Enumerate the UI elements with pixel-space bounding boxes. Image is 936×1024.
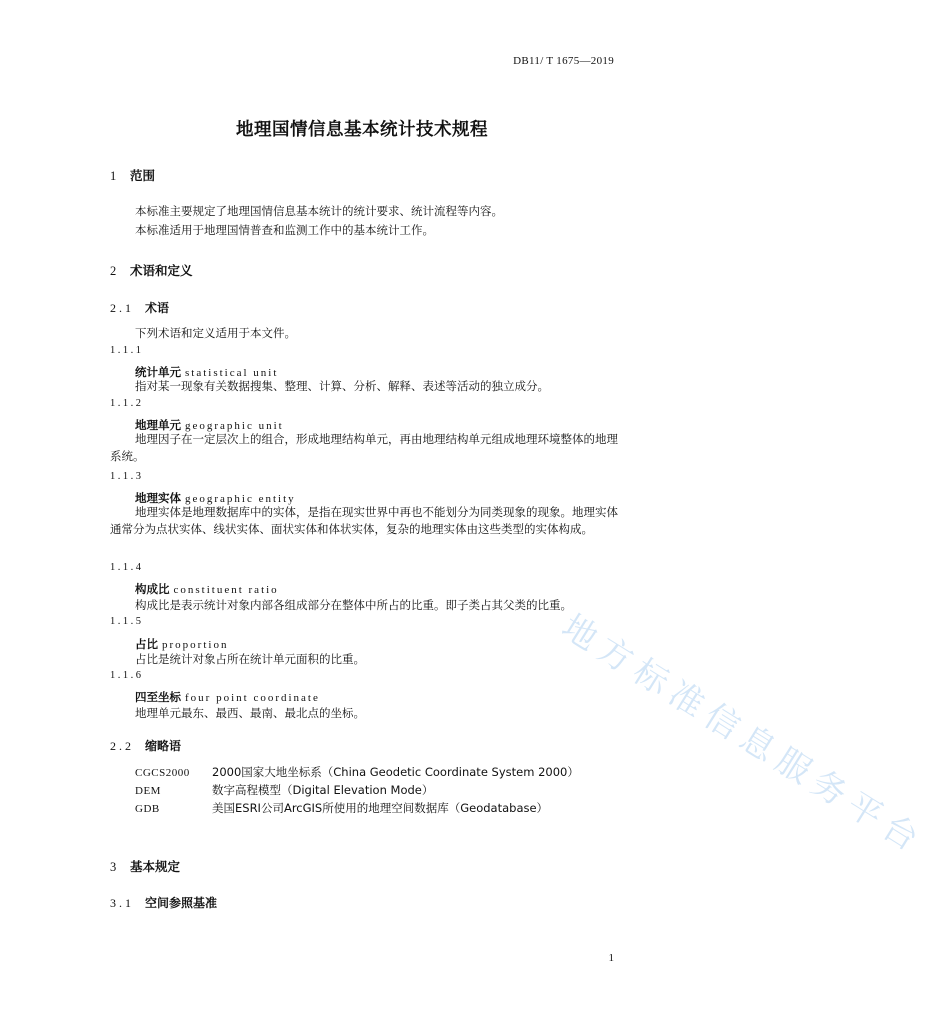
term-english: geographic unit — [185, 420, 284, 432]
section-3-heading — [110, 857, 180, 875]
term-number: 1.1.5 — [110, 616, 144, 627]
term-number: 1.1.4 — [110, 562, 144, 573]
section-title: 范围 — [130, 168, 156, 183]
watermark: 地方标准信息服务平台 — [554, 606, 932, 864]
section-number: 2 — [110, 264, 117, 278]
term-chinese: 统计单元 — [135, 365, 181, 379]
subsection-number: 2.2 — [110, 739, 134, 753]
paragraph: 本标准适用于地理国情普查和监测工作中的基本统计工作。 — [135, 223, 434, 237]
section-1-heading — [110, 166, 155, 184]
subsection-number: 2.1 — [110, 301, 134, 315]
subsection-2-2-heading — [110, 737, 181, 754]
term-english: constituent ratio — [173, 584, 279, 596]
term-number: 1.1.6 — [110, 670, 144, 681]
abbreviation-description: 数字高程模型（Digital Elevation Mode） — [212, 783, 434, 797]
term-heading — [135, 633, 228, 652]
subsection-title: 术语 — [145, 301, 170, 315]
term-definition: 占比是统计对象占所在统计单元面积的比重。 — [135, 652, 365, 666]
term-definition: 构成比是表示统计对象内部各组成部分在整体中所占的比重。即子类占其父类的比重。 — [135, 598, 572, 612]
term-number: 1.1.3 — [110, 471, 144, 482]
term-definition: 地理单元最东、最西、最南、最北点的坐标。 — [135, 706, 365, 720]
section-2-heading — [110, 261, 193, 279]
section-number: 1 — [110, 169, 117, 183]
term-definition: 地理实体是地理数据库中的实体，是指在现实世界中再也不能划分为同类现象的现象。地理实体通常分为点状实体、线状实体、面状实体和体状实体，复杂的地理实体由这些类型的实体构成。 — [110, 505, 618, 536]
section-title: 基本规定 — [130, 859, 181, 874]
document-title: 地理国情信息基本统计技术规程 — [236, 120, 488, 140]
subsection-2-1-heading — [110, 299, 169, 316]
abbreviation-code: CGCS2000 — [135, 767, 190, 779]
term-definition: 地理因子在一定层次上的组合，形成地理结构单元，再由地理结构单元组成地理环境整体的地理系统。 — [110, 432, 618, 463]
term-english: proportion — [162, 639, 229, 651]
term-english: statistical unit — [185, 367, 279, 379]
term-heading — [135, 686, 320, 705]
standard-code: DB11/ T 1675—2019 — [513, 55, 614, 67]
term-chinese: 构成比 — [135, 582, 170, 596]
abbreviation-code: DEM — [135, 785, 161, 797]
abbreviation-row — [135, 782, 433, 798]
term-heading — [135, 578, 279, 597]
paragraph: 下列术语和定义适用于本文件。 — [135, 326, 296, 340]
paragraph: 本标准主要规定了地理国情信息基本统计的统计要求、统计流程等内容。 — [135, 204, 503, 218]
abbreviation-description: 美国ESRI公司ArcGIS所使用的地理空间数据库（Geodatabase） — [212, 801, 549, 815]
term-chinese: 占比 — [135, 637, 158, 651]
section-title: 术语和定义 — [130, 263, 193, 278]
subsection-3-1-heading — [110, 894, 217, 911]
abbreviation-row — [135, 764, 579, 780]
term-definition: 指对某一现象有关数据搜集、整理、计算、分析、解释、表述等活动的独立成分。 — [135, 379, 549, 393]
subsection-number: 3.1 — [110, 896, 134, 910]
page-number: 1 — [608, 952, 614, 964]
term-chinese: 四至坐标 — [135, 690, 181, 704]
subsection-title: 缩略语 — [145, 739, 182, 753]
abbreviation-description: 2000国家大地坐标系（China Geodetic Coordinate System 2000） — [212, 765, 579, 779]
term-chinese: 地理单元 — [135, 418, 181, 432]
subsection-title: 空间参照基准 — [145, 896, 218, 910]
section-number: 3 — [110, 860, 117, 874]
term-number: 1.1.2 — [110, 398, 144, 409]
abbreviation-row — [135, 800, 548, 816]
term-chinese: 地理实体 — [135, 491, 181, 505]
term-english: four point coordinate — [185, 692, 320, 704]
abbreviation-code: GDB — [135, 803, 160, 815]
term-english: geographic entity — [185, 493, 296, 505]
term-number: 1.1.1 — [110, 345, 144, 356]
